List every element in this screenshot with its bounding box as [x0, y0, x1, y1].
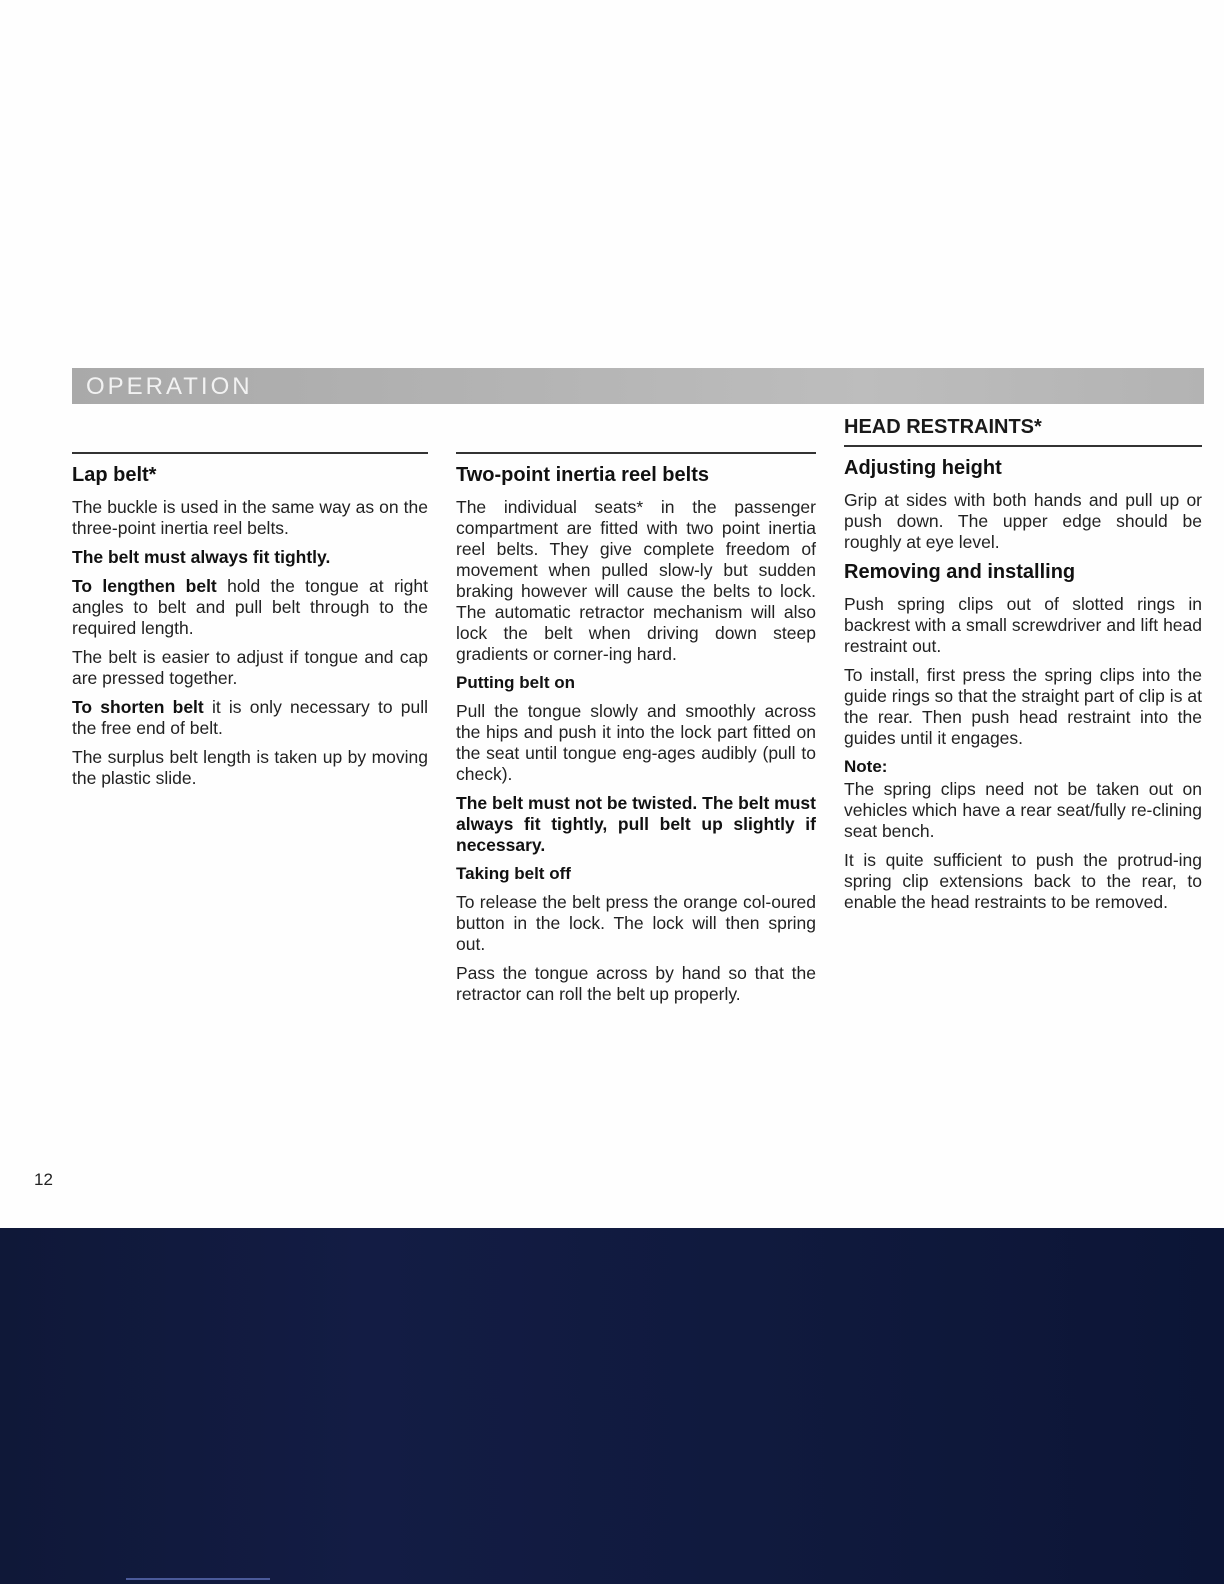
heading-two-point-belts: Two-point inertia reel belts — [456, 464, 709, 486]
section-header-bar — [72, 368, 1204, 404]
page-number: 12 — [34, 1170, 53, 1189]
paragraph: It is quite sufficient to push the protrud-ing spring clip extensions back to the rear, to enable the head restraints to be removed. — [844, 850, 1202, 912]
scan-background — [0, 1228, 1224, 1584]
column-lap-belt — [72, 452, 428, 797]
paragraph: Grip at sides with both hands and pull up or push down. The upper edge should be roughly at eye level. — [844, 490, 1202, 552]
heading-head-restraints: HEAD RESTRAINTS* — [844, 416, 1042, 438]
column-divider — [456, 452, 816, 454]
warning-paragraph: The belt must not be twisted. The belt must always fit tightly, pull belt up slightly if necessary. — [456, 793, 816, 855]
paragraph: The spring clips need not be taken out on vehicles which have a rear seat/fully re-clining seat bench. — [844, 779, 1202, 841]
paragraph-text: it is only necessary to pull the free end of belt. — [72, 697, 428, 738]
paragraph: Pass the tongue across by hand so that the retractor can roll the belt up properly. — [456, 963, 816, 1004]
paragraph: The belt is easier to adjust if tongue and cap are pressed together. — [72, 647, 428, 688]
column-two-point-belts — [456, 452, 816, 1013]
column-divider — [72, 452, 428, 454]
paragraph-shorten-belt — [72, 697, 428, 739]
paragraph-text: hold the tongue at right angles to belt and pull belt through to the required length. — [72, 576, 428, 638]
subheading-putting-belt-on: Putting belt on — [456, 673, 575, 692]
paragraph: The individual seats* in the passenger compartment are fitted with two point inertia reel belts. They give complete freedom of movement when pulled slow-ly but sudden braking however will cause the belts to lock. The automatic retractor mechanism will also lock the belt when driving down steep gradients or corner-ing hard. — [456, 497, 816, 664]
note-label: Note: — [844, 757, 888, 776]
paragraph: To release the belt press the orange col-oured button in the lock. The lock will then spring out. — [456, 892, 816, 954]
paragraph: The buckle is used in the same way as on the three-point inertia reel belts. — [72, 497, 428, 538]
scan-artifact-line — [126, 1578, 270, 1580]
warning-paragraph: The belt must always fit tightly. — [72, 547, 331, 567]
paragraph: Push spring clips out of slotted rings in backrest with a small screwdriver and lift head restraint out. — [844, 594, 1202, 656]
paragraph-lengthen-belt — [72, 576, 428, 639]
section-title: OPERATION — [86, 373, 253, 400]
subheading-taking-belt-off: Taking belt off — [456, 864, 571, 883]
paragraph: To install, first press the spring clips into the guide rings so that the straight part of clip is at the rear. Then push head restraint into the guides until it engages. — [844, 665, 1202, 748]
paragraph: The surplus belt length is taken up by moving the plastic slide. — [72, 747, 428, 788]
paragraph: Pull the tongue slowly and smoothly across the hips and push it into the lock part fitted on the seat until tongue eng-ages audibly (pull to check). — [456, 701, 816, 784]
bold-lead-in: To shorten belt — [72, 697, 204, 717]
column-divider — [844, 445, 1202, 447]
column-head-restraints — [844, 416, 1202, 921]
bold-lead-in: To lengthen belt — [72, 576, 217, 596]
heading-lap-belt: Lap belt* — [72, 464, 157, 486]
heading-removing-installing: Removing and installing — [844, 561, 1076, 583]
heading-adjusting-height: Adjusting height — [844, 457, 1002, 479]
